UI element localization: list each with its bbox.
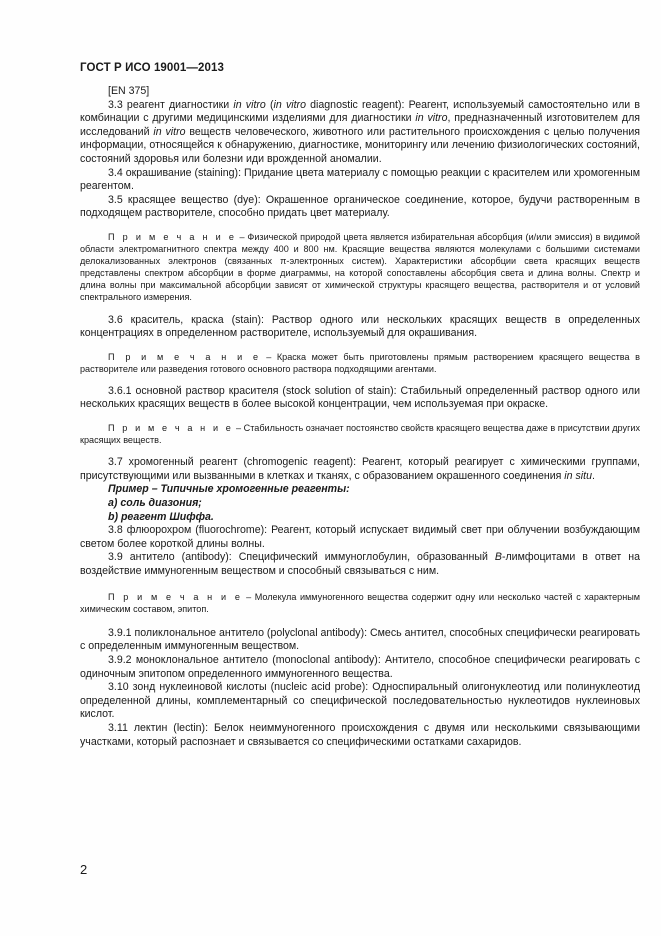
reference-tag: [EN 375] <box>108 85 150 97</box>
term-3-7: 3.7 хромогенный реагент (chromogenic reagent): Реагент, который реагирует с химическими группами, присутствующими или вызванными в клетках и тканях, с образованием окрашенного соединения in situ. <box>80 456 640 482</box>
term-3-5: 3.5 красящее вещество (dye): Окрашенное органическое соединение, которое, будучи растворенным в подходящем растворителе, способно придать цвет материалу. <box>80 193 640 220</box>
term-3-9: 3.9 антитело (antibody): Специфический иммуноглобулин, образованный В-лимфоцитами в ответ на воздействие иммуногенным веществом и способный связываться с ним. <box>80 551 640 577</box>
note-2: П р и м е ч а н и е – Краска может быть приготовлены прямым растворением красящего вещества в растворителе или разведения готового основного раствора подходящими агентами. <box>80 351 640 374</box>
term-3-6-1: 3.6.1 основной раствор красителя (stock solution of stain): Стабильный определенный раствор одного или нескольких красящих веществ в более высокой концентрации, чем используемая при окраске. <box>80 384 640 411</box>
term-3-10: 3.10 зонд нуклеиновой кислоты (nucleic acid probe): Односпиральный олигонуклеотид или полинуклеотид определенной длины, комплементарный со специфической последовательностью нуклеотидов нуклеиновых кислот. <box>80 681 640 721</box>
term-3-4: 3.4 окрашивание (staining): Придание цвета материалу с помощью реакции с красителем или хромогенным реагентом. <box>80 166 640 193</box>
term-3-8: 3.8 флюорохром (fluorochrome): Реагент, который испускает видимый свет при облучении возбуждающим светом более короткой длины волны. <box>80 524 640 550</box>
example-item-b: b) реагент Шиффа. <box>108 510 214 523</box>
note-1: П р и м е ч а н и е – Физической природой цвета является избирательная абсорбция (и/или эмиссия) в видимой области электромагнитного спектра между 400 и 800 нм. Красящие вещества являются молекулами с большими системами делокализованных электронов (связанных π-электронных систем). Характеристики абсорбции света красящих веществ представлены спектром абсорбции в форме диаграммы, на которой сопоставлены абсорбция света и длина волны. Спектр и длина волны при максимальной абсорбции зависят от химической структуры красящего вещества, растворителя и от условий спектрального измерения. <box>80 231 641 303</box>
note-4: П р и м е ч а н и е – Молекула иммуногенного вещества содержит одну или несколько частей с характерным химическим составом, эпитоп. <box>80 591 641 614</box>
term-3-9-2: 3.9.2 моноклональное антитело (monoclonal antibody): Антитело, способное специфически реагировать с одиночным эпитопом определенного иммуногенного вещества. <box>80 653 640 680</box>
document-header: ГОСТ Р ИСО 19001—2013 <box>80 62 225 74</box>
term-3-9-1: 3.9.1 поликлональное антитело (polyclonal antibody): Смесь антител, способных специфически реагировать с определенным иммуногенным веществом. <box>80 626 640 653</box>
example-heading: Пример – Типичные хромогенные реагенты: <box>108 483 350 496</box>
note-3: П р и м е ч а н и е – Стабильность означает постоянство свойств красящего вещества даже в присутствии других красящих веществ. <box>80 423 641 446</box>
page-number: 2 <box>80 862 88 877</box>
term-3-11: 3.11 лектин (lectin): Белок неиммуногенного происхождения с двумя или несколькими связывающими участками, который распознает и связывается со специфическими остатками сахаридов. <box>80 721 640 748</box>
example-item-a: а) соль диазония; <box>108 497 202 510</box>
term-3-3: 3.3 реагент диагностики in vitro (in vitro diagnostic reagent): Реагент, используемый самостоятельно или в комбинации с другими медицинскими изделиями для диагностики in vitro, предназначенный изготовителем для исследований in vitro веществ человеческого, животного или растительного происхождения с целью получения информации, относящейся к обнаружению, диагностике, мониторингу или лечению физиологических состояний, состояний здоровья или болезни иди врожденной аномалии. <box>80 98 641 165</box>
term-3-6: 3.6 краситель, краска (stain): Раствор одного или нескольких красящих веществ в определенных концентрациях в определенном растворителе, используемый для окрашивания. <box>80 313 640 340</box>
document-body <box>80 85 640 749</box>
